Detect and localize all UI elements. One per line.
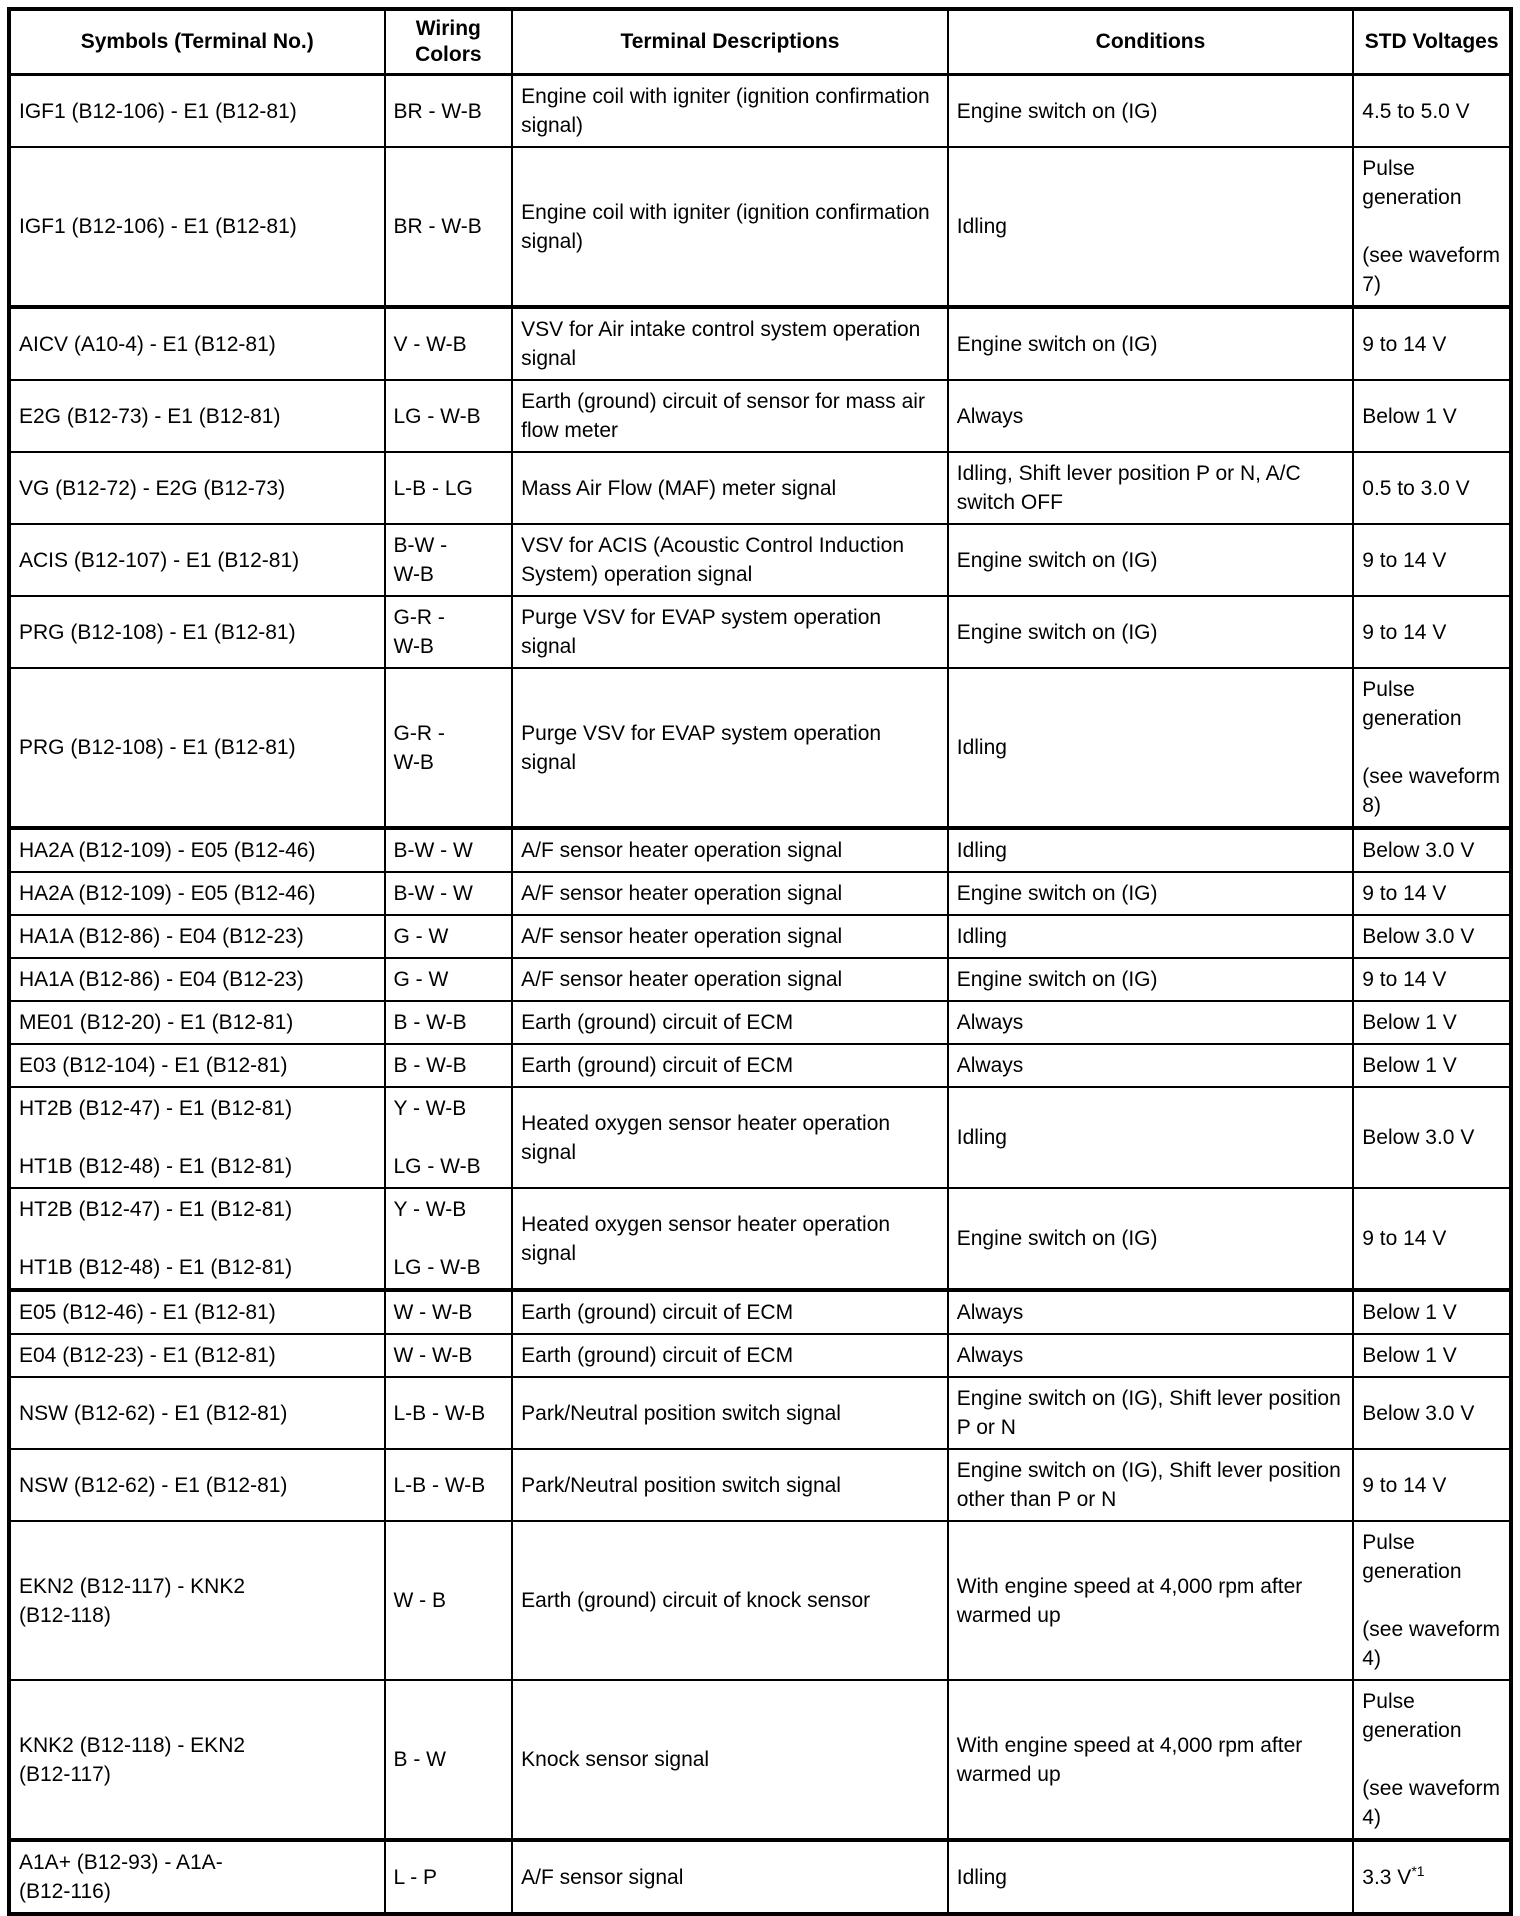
std-voltage-cell: [1353, 1840, 1511, 1914]
wiring-colors-cell: [385, 1290, 513, 1334]
std-voltage-cell: [1353, 1188, 1511, 1290]
column-header-conditions: Conditions: [948, 9, 1354, 75]
condition-text: Engine switch on (IG), Shift lever position other than P or N: [956, 1459, 1341, 1511]
terminal-description-cell: [512, 75, 948, 148]
terminal-description-text: Engine coil with igniter (ignition confirmation signal): [521, 200, 930, 253]
terminal-description-cell: [512, 1840, 948, 1914]
terminal-description-text: Earth (ground) circuit of ECM: [521, 1011, 794, 1034]
condition-text: Engine switch on (IG): [956, 968, 1158, 991]
condition-text: Idling: [956, 215, 1007, 238]
wiring-color-text: G - W: [393, 925, 449, 948]
terminal-description-text: Mass Air Flow (MAF) meter signal: [521, 476, 837, 500]
wiring-color-text: B-W -: [393, 534, 448, 557]
std-voltage-cell: [1353, 380, 1511, 452]
std-voltage-cell: [1353, 872, 1511, 915]
condition-cell: [948, 1001, 1354, 1044]
symbols-cell: [9, 1001, 385, 1044]
wiring-color-text: W - W-B: [393, 1301, 473, 1324]
symbols-cell: [9, 915, 385, 958]
terminal-description-cell: [512, 380, 948, 452]
condition-cell: [948, 1680, 1354, 1840]
terminal-description-text: A/F sensor heater operation signal: [521, 882, 843, 905]
symbols-cell: [9, 1521, 385, 1680]
std-voltage-cell: [1353, 75, 1511, 148]
std-voltage-cell: [1353, 1334, 1511, 1377]
terminal-description-cell: [512, 524, 948, 596]
terminal-description-text: Knock sensor signal: [521, 1748, 710, 1771]
symbols-cell: [9, 828, 385, 872]
table-row: [9, 1044, 1511, 1087]
wiring-color-text: W - W-B: [393, 1344, 473, 1367]
table-row: [9, 380, 1511, 452]
wiring-colors-cell: [385, 1087, 513, 1188]
std-voltage-text: (see waveform 7): [1362, 244, 1500, 296]
wiring-color-text: B-W - W: [393, 839, 473, 862]
terminal-description-cell: [512, 828, 948, 872]
condition-text: Idling: [956, 839, 1007, 862]
std-voltage-cell: [1353, 668, 1511, 828]
std-voltage-text: Below 3.0 V: [1362, 925, 1475, 948]
condition-text: Idling: [956, 1865, 1007, 1889]
terminal-description-cell: [512, 915, 948, 958]
condition-text: Always: [956, 1054, 1024, 1077]
header-row: [9, 9, 1511, 75]
symbol-text: PRG (B12-108) - E1 (B12-81): [19, 736, 296, 759]
wiring-color-text: Y - W-B: [393, 1097, 467, 1120]
terminal-description-text: VSV for Air intake control system operation signal: [521, 318, 921, 370]
condition-cell: [948, 915, 1354, 958]
condition-text: Engine switch on (IG): [956, 620, 1158, 644]
table-row: [9, 1377, 1511, 1449]
wiring-color-text: L-B - LG: [393, 476, 473, 500]
symbols-cell: [9, 75, 385, 148]
std-voltage-text: Below 1 V: [1362, 404, 1457, 428]
terminal-description-text: Earth (ground) circuit of ECM: [521, 1301, 794, 1324]
symbols-cell: [9, 1377, 385, 1449]
condition-cell: [948, 452, 1354, 524]
wiring-color-text: G-R -: [393, 721, 445, 745]
condition-text: Idling: [956, 1126, 1007, 1149]
symbols-cell: [9, 958, 385, 1001]
wiring-colors-cell: [385, 307, 513, 380]
terminal-description-cell: [512, 1290, 948, 1334]
table-row: [9, 1001, 1511, 1044]
symbols-cell: [9, 1840, 385, 1914]
symbol-text: ME01 (B12-20) - E1 (B12-81): [19, 1011, 294, 1034]
terminal-description-text: Heated oxygen sensor heater operation signal: [521, 1111, 891, 1164]
terminal-description-cell: [512, 307, 948, 380]
std-voltage-cell: [1353, 1449, 1511, 1521]
table-row: [9, 1334, 1511, 1377]
wiring-colors-cell: [385, 1334, 513, 1377]
condition-cell: [948, 1334, 1354, 1377]
symbol-text: NSW (B12-62) - E1 (B12-81): [19, 1401, 288, 1425]
wiring-colors-cell: [385, 596, 513, 668]
symbols-cell: [9, 1449, 385, 1521]
std-voltage-text: (see waveform 4): [1362, 1777, 1500, 1829]
table-row: [9, 915, 1511, 958]
std-voltage-cell: [1353, 307, 1511, 380]
std-voltage-cell: [1353, 147, 1511, 307]
std-voltage-text: 9 to 14 V: [1362, 1227, 1447, 1250]
condition-text: Idling: [956, 925, 1007, 948]
wiring-color-text: LG - W-B: [393, 404, 481, 428]
std-voltage-text: Below 1 V: [1362, 1011, 1457, 1034]
symbol-text: HA1A (B12-86) - E04 (B12-23): [19, 968, 304, 991]
symbol-text: HA1A (B12-86) - E04 (B12-23): [19, 925, 304, 948]
symbol-text: HT2B (B12-47) - E1 (B12-81): [19, 1097, 293, 1120]
condition-cell: [948, 1044, 1354, 1087]
condition-cell: [948, 307, 1354, 380]
wiring-colors-cell: [385, 147, 513, 307]
symbols-cell: [9, 524, 385, 596]
wiring-color-text: Y - W-B: [393, 1198, 467, 1221]
condition-text: Engine switch on (IG): [956, 332, 1158, 356]
std-voltage-text: Pulse generation: [1362, 1690, 1462, 1742]
wiring-color-text: B-W - W: [393, 882, 473, 905]
terminal-description-text: A/F sensor signal: [521, 1865, 684, 1889]
symbols-cell: [9, 1334, 385, 1377]
wiring-color-text: LG - W-B: [393, 1256, 481, 1279]
terminal-description-cell: [512, 1680, 948, 1840]
std-voltage-text: Pulse generation: [1362, 678, 1462, 730]
wiring-colors-cell: [385, 1044, 513, 1087]
std-voltage-text: 9 to 14 V: [1362, 620, 1447, 644]
condition-text: Idling: [956, 736, 1007, 759]
condition-text: Always: [956, 1344, 1024, 1367]
terminal-description-text: Park/Neutral position switch signal: [521, 1401, 841, 1425]
symbols-cell: [9, 452, 385, 524]
terminal-description-text: VSV for ACIS (Acoustic Control Induction System) operation signal: [521, 534, 904, 586]
terminal-description-cell: [512, 1449, 948, 1521]
std-voltage-cell: [1353, 1044, 1511, 1087]
symbol-text: (B12-118): [19, 1603, 111, 1627]
std-voltage-cell: [1353, 596, 1511, 668]
std-voltage-text: Pulse generation: [1362, 157, 1462, 209]
terminal-description-cell: [512, 668, 948, 828]
symbol-text: EKN2 (B12-117) - KNK2: [19, 1574, 246, 1598]
table-header: [9, 9, 1511, 75]
table-row: [9, 828, 1511, 872]
wiring-colors-cell: [385, 1680, 513, 1840]
std-voltage-cell: [1353, 452, 1511, 524]
wiring-colors-cell: [385, 1449, 513, 1521]
std-voltage-text: Below 1 V: [1362, 1344, 1457, 1367]
symbols-cell: [9, 1290, 385, 1334]
std-voltage-cell: [1353, 524, 1511, 596]
symbol-text: IGF1 (B12-106) - E1 (B12-81): [19, 99, 297, 123]
condition-cell: [948, 958, 1354, 1001]
condition-cell: [948, 1290, 1354, 1334]
wiring-color-text: LG - W-B: [393, 1155, 481, 1178]
std-voltage-text: 9 to 14 V: [1362, 1473, 1447, 1497]
symbols-cell: [9, 596, 385, 668]
terminal-description-text: Purge VSV for EVAP system operation signal: [521, 606, 882, 658]
symbol-text: AICV (A10-4) - E1 (B12-81): [19, 332, 276, 356]
std-voltage-cell: [1353, 1087, 1511, 1188]
condition-cell: [948, 828, 1354, 872]
terminal-description-cell: [512, 1044, 948, 1087]
terminal-voltage-table: [7, 7, 1513, 1916]
symbol-text: IGF1 (B12-106) - E1 (B12-81): [19, 215, 297, 238]
symbols-cell: [9, 1188, 385, 1290]
wiring-color-text: L - P: [393, 1865, 438, 1889]
std-voltage-cell: [1353, 1377, 1511, 1449]
std-voltage-text: (see waveform 4): [1362, 1618, 1500, 1670]
terminal-description-text: Earth (ground) circuit of sensor for mass air flow meter: [521, 390, 925, 442]
terminal-description-text: A/F sensor heater operation signal: [521, 925, 843, 948]
wiring-colors-cell: [385, 452, 513, 524]
table-row: [9, 1188, 1511, 1290]
wiring-color-text: B - W-B: [393, 1054, 467, 1077]
condition-text: Engine switch on (IG): [956, 882, 1158, 905]
wiring-color-text: B - W: [393, 1748, 446, 1771]
column-header-wiring-colors: Wiring Colors: [385, 9, 513, 75]
wiring-colors-cell: [385, 915, 513, 958]
condition-text: Idling, Shift lever position P or N, A/C switch OFF: [956, 462, 1301, 514]
std-voltage-text: 9 to 14 V: [1362, 548, 1447, 572]
table-row: [9, 1449, 1511, 1521]
symbol-text: VG (B12-72) - E2G (B12-73): [19, 476, 286, 500]
condition-text: Always: [956, 404, 1024, 428]
table-row: [9, 1290, 1511, 1334]
wiring-color-text: W - B: [393, 1589, 446, 1612]
wiring-color-text: BR - W-B: [393, 215, 482, 238]
condition-cell: [948, 596, 1354, 668]
condition-cell: [948, 668, 1354, 828]
condition-cell: [948, 75, 1354, 148]
wiring-colors-cell: [385, 1840, 513, 1914]
symbol-text: ACIS (B12-107) - E1 (B12-81): [19, 548, 300, 572]
condition-cell: [948, 1087, 1354, 1188]
wiring-colors-cell: [385, 958, 513, 1001]
std-voltage-cell: [1353, 1521, 1511, 1680]
wiring-colors-cell: [385, 1188, 513, 1290]
symbol-text: E03 (B12-104) - E1 (B12-81): [19, 1054, 288, 1077]
condition-cell: [948, 872, 1354, 915]
terminal-description-text: A/F sensor heater operation signal: [521, 839, 843, 862]
terminal-description-cell: [512, 872, 948, 915]
terminal-description-text: A/F sensor heater operation signal: [521, 968, 843, 991]
condition-cell: [948, 380, 1354, 452]
column-header-terminal-descriptions: Terminal Descriptions: [512, 9, 948, 75]
std-voltage-cell: [1353, 915, 1511, 958]
condition-cell: [948, 1840, 1354, 1914]
wiring-colors-cell: [385, 668, 513, 828]
std-voltage-text: 3.3 V$^{*1}$: [1362, 1862, 1425, 1889]
wiring-colors-cell: [385, 872, 513, 915]
table-row: [9, 1680, 1511, 1840]
terminal-description-cell: [512, 1334, 948, 1377]
condition-text: Engine switch on (IG): [956, 99, 1158, 123]
table-row: [9, 147, 1511, 307]
wiring-colors-cell: [385, 1001, 513, 1044]
std-voltage-text: 9 to 14 V: [1362, 882, 1447, 905]
std-voltage-text: Below 3.0 V: [1362, 839, 1475, 862]
symbols-cell: [9, 307, 385, 380]
condition-cell: [948, 1377, 1354, 1449]
table-row: [9, 872, 1511, 915]
terminal-description-cell: [512, 452, 948, 524]
terminal-description-text: Park/Neutral position switch signal: [521, 1473, 841, 1497]
symbols-cell: [9, 147, 385, 307]
terminal-description-cell: [512, 958, 948, 1001]
wiring-color-text: B - W-B: [393, 1011, 467, 1034]
std-voltage-text: Below 3.0 V: [1362, 1401, 1475, 1425]
table-row: [9, 75, 1511, 148]
symbol-text: HT1B (B12-48) - E1 (B12-81): [19, 1256, 293, 1279]
symbols-cell: [9, 668, 385, 828]
wiring-color-text: G-R -: [393, 606, 445, 629]
wiring-color-text: W-B: [393, 750, 434, 774]
terminal-description-text: Earth (ground) circuit of ECM: [521, 1054, 794, 1077]
terminal-description-text: Earth (ground) circuit of knock sensor: [521, 1589, 871, 1612]
wiring-color-text: W-B: [393, 635, 434, 658]
std-voltage-text: Pulse generation: [1362, 1531, 1462, 1583]
symbol-text: E04 (B12-23) - E1 (B12-81): [19, 1344, 276, 1367]
std-voltage-cell: [1353, 1290, 1511, 1334]
wiring-color-text: L-B - W-B: [393, 1473, 486, 1497]
terminal-description-text: Purge VSV for EVAP system operation signal: [521, 721, 882, 774]
terminal-description-cell: [512, 1377, 948, 1449]
terminal-description-cell: [512, 1087, 948, 1188]
std-voltage-text: Below 1 V: [1362, 1054, 1457, 1077]
wiring-colors-cell: [385, 1521, 513, 1680]
symbols-cell: [9, 872, 385, 915]
symbols-cell: [9, 1087, 385, 1188]
std-voltage-text: (see waveform 8): [1362, 765, 1500, 817]
terminal-description-text: Heated oxygen sensor heater operation signal: [521, 1212, 891, 1265]
std-voltage-cell: [1353, 1680, 1511, 1840]
condition-text: Engine switch on (IG), Shift lever position P or N: [956, 1387, 1341, 1439]
std-voltage-text: Below 3.0 V: [1362, 1126, 1475, 1149]
symbol-text: (B12-116): [19, 1880, 111, 1903]
symbol-text: HT1B (B12-48) - E1 (B12-81): [19, 1155, 293, 1178]
table-row: [9, 1840, 1511, 1914]
std-voltage-text: 4.5 to 5.0 V: [1362, 99, 1470, 123]
terminal-description-text: Engine coil with igniter (ignition confirmation signal): [521, 85, 930, 137]
table-row: [9, 668, 1511, 828]
table-row: [9, 307, 1511, 380]
wiring-colors-cell: [385, 524, 513, 596]
std-voltage-cell: [1353, 958, 1511, 1001]
table-row: [9, 452, 1511, 524]
table-row: [9, 596, 1511, 668]
condition-text: Always: [956, 1011, 1024, 1034]
condition-cell: [948, 1521, 1354, 1680]
wiring-color-text: V - W-B: [393, 332, 467, 356]
condition-cell: [948, 1449, 1354, 1521]
table-body: [9, 75, 1511, 1915]
symbol-text: E05 (B12-46) - E1 (B12-81): [19, 1301, 276, 1324]
wiring-colors-cell: [385, 1377, 513, 1449]
condition-cell: [948, 147, 1354, 307]
std-voltage-text: 0.5 to 3.0 V: [1362, 476, 1470, 500]
voltage-footnote-marker: *1: [1411, 1862, 1425, 1879]
condition-text: Always: [956, 1301, 1024, 1324]
terminal-description-text: Earth (ground) circuit of ECM: [521, 1344, 794, 1367]
terminal-description-cell: [512, 147, 948, 307]
symbol-text: KNK2 (B12-118) - EKN2: [19, 1733, 246, 1757]
table-row: [9, 1087, 1511, 1188]
condition-cell: [948, 524, 1354, 596]
symbols-cell: [9, 1044, 385, 1087]
symbols-cell: [9, 1680, 385, 1840]
symbol-text: E2G (B12-73) - E1 (B12-81): [19, 404, 281, 428]
terminal-description-cell: [512, 1188, 948, 1290]
std-voltage-cell: [1353, 828, 1511, 872]
table-row: [9, 524, 1511, 596]
wiring-color-text: G - W: [393, 968, 449, 991]
std-voltage-cell: [1353, 1001, 1511, 1044]
condition-text: Engine switch on (IG): [956, 548, 1158, 572]
symbols-cell: [9, 380, 385, 452]
column-header-std-voltages: STD Voltages: [1353, 9, 1511, 75]
column-header-symbols: Symbols (Terminal No.): [9, 9, 385, 75]
std-voltage-text: 9 to 14 V: [1362, 968, 1447, 991]
terminal-description-cell: [512, 1521, 948, 1680]
wiring-color-text: BR - W-B: [393, 99, 482, 123]
std-voltage-text: Below 1 V: [1362, 1301, 1457, 1324]
symbol-text: A1A+ (B12-93) - A1A-: [19, 1851, 223, 1874]
wiring-color-text: W-B: [393, 563, 434, 586]
condition-text: With engine speed at 4,000 rpm after warmed up: [956, 1574, 1303, 1627]
symbol-text: HA2A (B12-109) - E05 (B12-46): [19, 882, 316, 905]
wiring-colors-cell: [385, 828, 513, 872]
symbol-text: HA2A (B12-109) - E05 (B12-46): [19, 839, 316, 862]
symbol-text: (B12-117): [19, 1762, 111, 1786]
symbol-text: NSW (B12-62) - E1 (B12-81): [19, 1473, 288, 1497]
std-voltage-text: 9 to 14 V: [1362, 332, 1447, 356]
table-row: [9, 1521, 1511, 1680]
wiring-colors-cell: [385, 75, 513, 148]
condition-text: With engine speed at 4,000 rpm after warmed up: [956, 1733, 1303, 1786]
terminal-description-cell: [512, 1001, 948, 1044]
wiring-color-text: L-B - W-B: [393, 1401, 486, 1425]
condition-cell: [948, 1188, 1354, 1290]
symbol-text: PRG (B12-108) - E1 (B12-81): [19, 620, 296, 644]
symbol-text: HT2B (B12-47) - E1 (B12-81): [19, 1198, 293, 1221]
wiring-colors-cell: [385, 380, 513, 452]
table-row: [9, 958, 1511, 1001]
terminal-description-cell: [512, 596, 948, 668]
condition-text: Engine switch on (IG): [956, 1227, 1158, 1250]
